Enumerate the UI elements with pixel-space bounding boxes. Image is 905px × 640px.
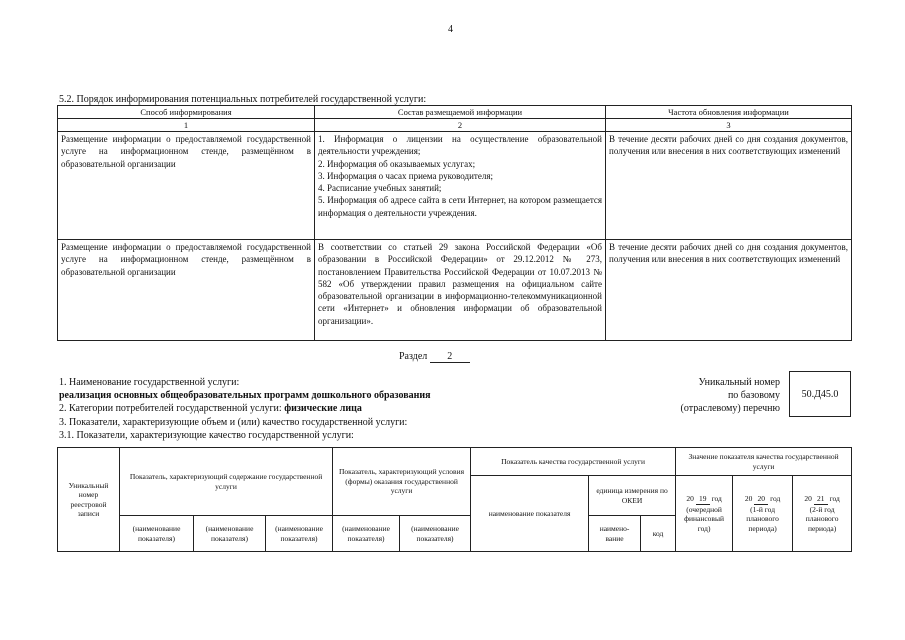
year-prefix: 20 (744, 494, 753, 503)
quality-indicators-label: 3.1. Показатели, характеризующие качество государственной услуги: (59, 429, 354, 441)
year-word: год (711, 494, 722, 503)
year-3-header (793, 476, 852, 552)
year-prefix: 20 (804, 494, 812, 503)
year-1-header (676, 476, 733, 552)
table-row (58, 132, 852, 240)
quality-indicator-header: Показатель качества государственной услуги (471, 448, 676, 476)
section-5-2-title: 5.2. Порядок информирования потенциальных потребителей государственной услуги: (59, 94, 427, 105)
unique-number-line-2: по базовому (727, 390, 780, 402)
table-row (58, 240, 852, 341)
year-3-label: (2-й год планового периода) (805, 504, 839, 533)
indicators-label: 3. Показатели, характеризующие объем и (или) качество государственной услуги: (59, 416, 408, 428)
section-number: 2 (430, 351, 470, 363)
service-name: реализация основных общеобразовательных программ дошкольного образования (59, 390, 431, 402)
consumer-category (59, 402, 431, 415)
condition-param-1: (наименование показателя) (333, 516, 400, 552)
row1-content-line: 1. Информация о лицензии на осуществление образовательной деятельности учреждения; (318, 134, 602, 157)
row1-content-line: 2. Информация об оказываемых услугах; (318, 158, 476, 169)
year-word: год (770, 494, 781, 503)
section-label: Раздел (399, 351, 428, 362)
indicator-name-header: наименование показателя (471, 476, 589, 552)
col-num-3: 3 (606, 119, 852, 132)
row1-content-line: 4. Расписание учебных занятий; (318, 183, 442, 194)
year-2-header (733, 476, 793, 552)
year-word: год (829, 494, 840, 503)
content-param-1: (наименование показателя) (120, 516, 194, 552)
service-name-label: 1. Наименование государственной услуги: (59, 377, 240, 388)
service-description (59, 376, 431, 442)
row2-frequency: В течение десяти рабочих дней со дня создания документов, получения или внесения в них соответствующих изменений (606, 240, 852, 341)
row1-frequency: В течение десяти рабочих дней со дня создания документов, получения или внесения в них соответствующих изменений (606, 132, 852, 240)
header-content: Состав размещаемой информации (315, 106, 606, 119)
unique-number-label (681, 376, 780, 416)
unique-number-line-1: Уникальный номер (698, 377, 780, 388)
quality-indicators-table (57, 447, 852, 552)
consumer-category-value: физические лица (284, 403, 362, 415)
year-prefix: 20 (686, 494, 694, 503)
page-number: 4 (448, 24, 453, 35)
unique-registry-number-header: Уникальный номер реестровой записи (58, 448, 120, 552)
content-indicator-header: Показатель, характеризующий содержание государственной услуги (120, 448, 333, 516)
year-2-label: (1-й год планового периода) (746, 504, 779, 533)
unit-okei-header: единица измерения по ОКЕИ (589, 476, 676, 516)
content-param-3: (наименование показателя) (266, 516, 333, 552)
unique-number-box: 50.Д45.0 (789, 371, 851, 417)
content-param-2: (наименование показателя) (194, 516, 266, 552)
quality-value-header: Значение показателя качества государственной услуги (676, 448, 852, 476)
row2-content: В соответствии со статьей 29 закона Российской Федерации «Об образовании в Российской Федерации» от 29.12.2012 № 273, постановлением Правительства Российской Федерации от 10.07.2013 № 582 «Об утверждении правил размещения на официальном сайте образовательной организации в информационно-телекоммуникационной сети «Интернет» и обновления информации об образовательной организации». (315, 240, 606, 341)
row1-content-line: 3. Информация о часах приема руководителя; (318, 170, 493, 181)
unit-code-header: код (641, 516, 676, 552)
header-frequency: Частота обновления информации (606, 106, 852, 119)
col-num-2: 2 (315, 119, 606, 132)
condition-param-2: (наименование показателя) (400, 516, 471, 552)
section-heading (399, 351, 470, 363)
conditions-indicator-header: Показатель, характеризующий условия (формы) оказания государственной услуги (333, 448, 471, 516)
row1-content (315, 132, 606, 240)
year-2-value: 20 (754, 494, 768, 505)
row2-method: Размещение информации о предоставляемой государственной услуге на информационном стенде, размещённом в образовательной организации (58, 240, 315, 341)
row1-method: Размещение информации о предоставляемой государственной услуге на информационном стенде, размещённом в образовательной организации (58, 132, 315, 240)
year-1-label: (очередной финансовый год) (684, 504, 725, 533)
unique-number-line-3: (отраслевому) перечню (680, 403, 780, 415)
header-method: Способ информирования (58, 106, 315, 119)
unit-name-header: наимено-вание (589, 516, 641, 552)
consumer-category-label: 2. Категории потребителей государственной услуги: (59, 403, 285, 415)
col-num-1: 1 (58, 119, 315, 132)
information-procedure-table (57, 105, 852, 341)
year-3-value: 21 (814, 494, 828, 505)
row1-content-line: 5. Информация об адресе сайта в сети Интернет, на котором размещается информация о деятельности учреждения. (318, 195, 602, 218)
year-1-value: 19 (696, 494, 710, 505)
